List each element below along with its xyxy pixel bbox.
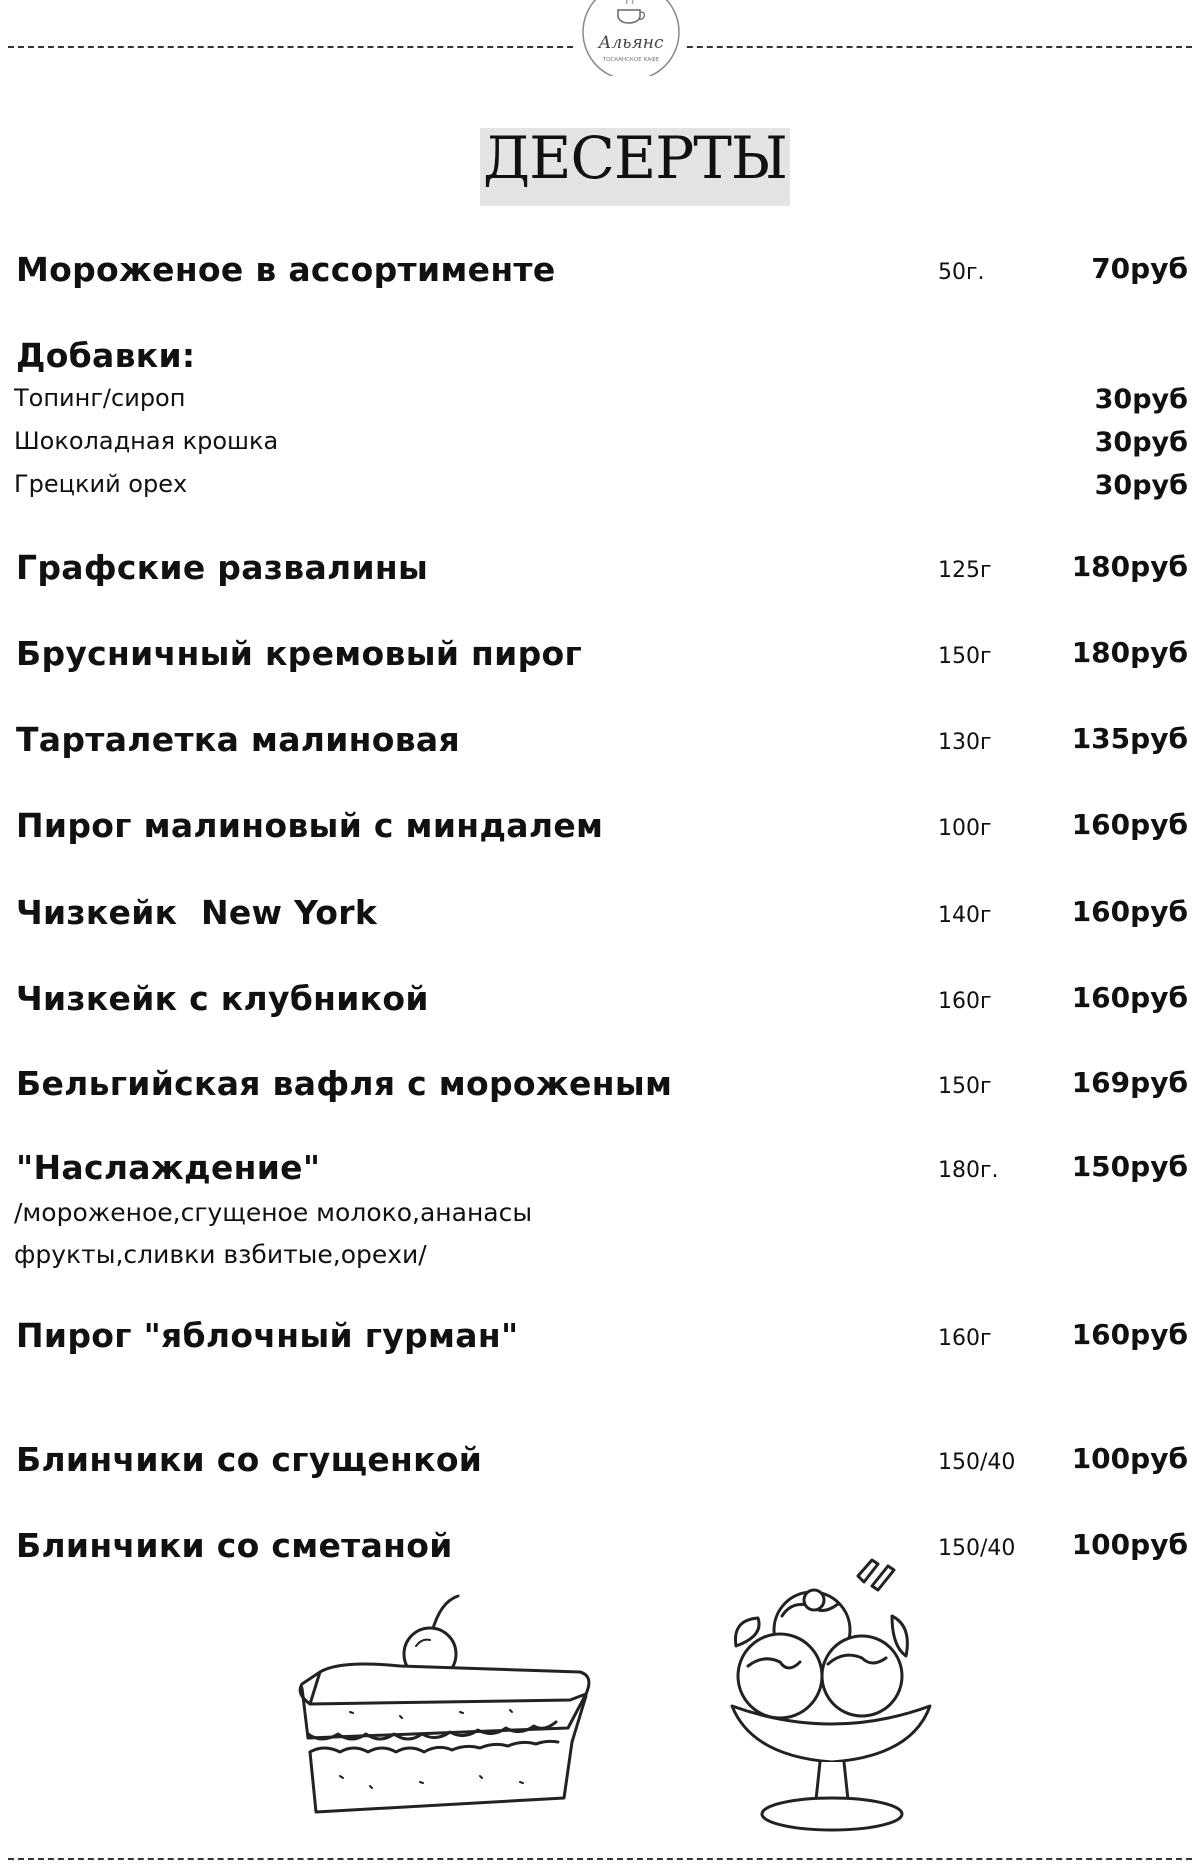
addon-price: 30руб [1094, 427, 1188, 458]
addon-item [0, 427, 1200, 471]
item-name: Графские развалины [16, 548, 429, 587]
menu-item [0, 1064, 1200, 1108]
item-description: /мороженое,сгущеное молоко,ананасы [14, 1198, 533, 1227]
item-weight: 125г [938, 558, 992, 583]
item-price: 180руб [1071, 636, 1188, 669]
item-name: Блинчики со сметаной [16, 1526, 453, 1565]
item-weight: 50г. [938, 260, 985, 285]
addon-name: Топинг/сироп [14, 384, 186, 412]
item-weight: 150/40 [938, 1536, 1016, 1561]
ice-cream-sundae-icon [712, 1556, 952, 1846]
addon-name: Грецкий орех [14, 470, 188, 498]
addon-name: Шоколадная крошка [14, 427, 279, 455]
addons-heading-row [0, 336, 1200, 380]
item-name: "Наслаждение" [16, 1148, 321, 1187]
menu-item [0, 1316, 1200, 1360]
addon-price: 30руб [1094, 384, 1188, 415]
item-name: Чизкейк с клубникой [16, 979, 429, 1018]
menu-item [0, 720, 1200, 764]
menu-item [0, 250, 1200, 294]
item-name: Бельгийская вафля с мороженым [16, 1064, 673, 1103]
item-name: Тарталетка малиновая [16, 720, 460, 759]
item-name: Пирог малиновый с миндалем [16, 806, 604, 845]
item-weight: 150г [938, 644, 992, 669]
menu-item [0, 979, 1200, 1023]
menu-item [0, 806, 1200, 850]
item-weight: 100г [938, 816, 992, 841]
addon-item [0, 384, 1200, 428]
menu-item [0, 1526, 1200, 1570]
addon-item [0, 470, 1200, 514]
item-price: 180руб [1071, 550, 1188, 583]
item-price: 160руб [1071, 895, 1188, 928]
cake-slice-with-cherry-icon [280, 1576, 600, 1836]
item-price: 100руб [1071, 1528, 1188, 1561]
item-weight: 150г [938, 1074, 992, 1099]
item-name: Пирог "яблочный гурман" [16, 1316, 519, 1355]
menu-item [0, 548, 1200, 592]
item-description: фрукты,сливки взбитые,орехи/ [14, 1240, 427, 1269]
item-weight: 140г [938, 903, 992, 928]
bottom-divider [8, 1858, 1192, 1860]
item-name: Блинчики со сгущенкой [16, 1440, 483, 1479]
item-price: 150руб [1071, 1150, 1188, 1183]
item-price: 70руб [1091, 252, 1188, 285]
item-name: Мороженое в ассортименте [16, 250, 556, 289]
item-weight: 180г. [938, 1158, 999, 1183]
addon-price: 30руб [1094, 470, 1188, 501]
svg-text:Альянс: Альянс [598, 33, 664, 53]
item-name: Брусничный кремовый пирог [16, 634, 583, 673]
item-price: 160руб [1071, 1318, 1188, 1351]
item-price: 135руб [1071, 722, 1188, 755]
menu-item [0, 1148, 1200, 1192]
item-price: 169руб [1071, 1066, 1188, 1099]
menu-item [0, 634, 1200, 678]
menu-item [0, 893, 1200, 937]
item-price: 160руб [1071, 981, 1188, 1014]
page-title: ДЕСЕРТЫ [483, 124, 787, 192]
item-weight: 160г [938, 989, 992, 1014]
addons-heading: Добавки: [16, 336, 196, 375]
item-name: Чизкейк New York [16, 893, 378, 932]
svg-text:ТОСКАНСКОЕ КАФЕ: ТОСКАНСКОЕ КАФЕ [602, 57, 660, 63]
item-weight: 130г [938, 730, 992, 755]
cafe-logo [576, 0, 686, 76]
item-weight: 160г [938, 1326, 992, 1351]
menu-item [0, 1440, 1200, 1484]
item-price: 100руб [1071, 1442, 1188, 1475]
item-weight: 150/40 [938, 1450, 1016, 1475]
item-price: 160руб [1071, 808, 1188, 841]
